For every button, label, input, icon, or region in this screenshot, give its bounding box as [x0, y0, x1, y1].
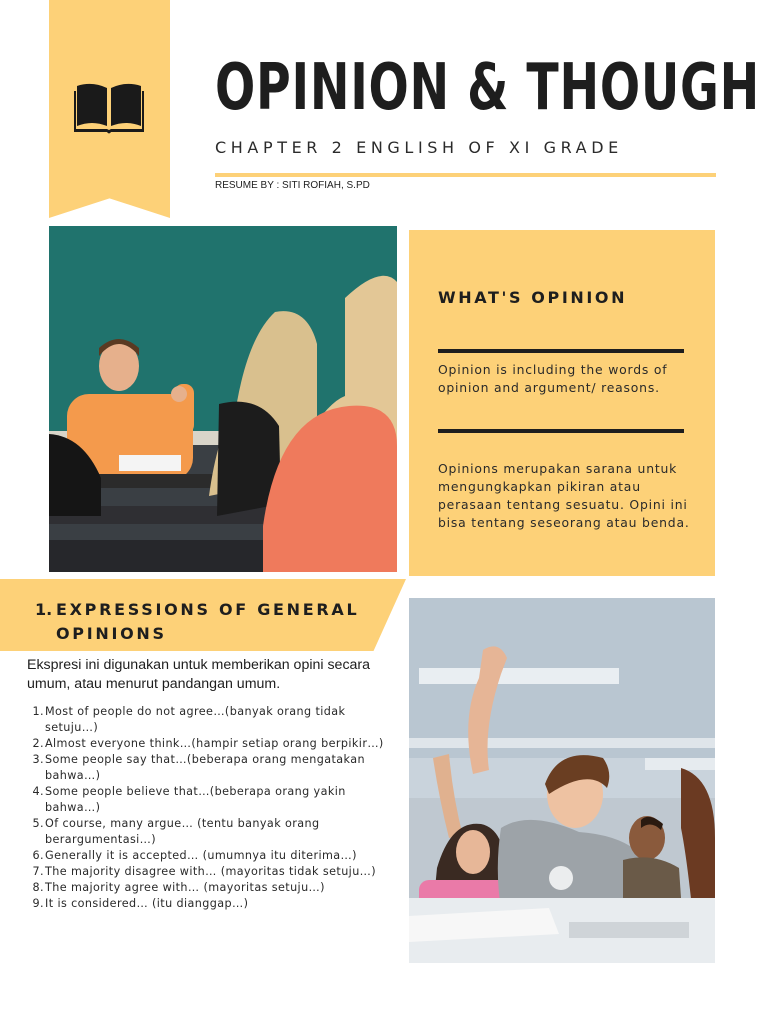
open-book-icon: [74, 80, 144, 136]
list-item-number: 1.: [32, 705, 44, 718]
panel-divider: [438, 349, 684, 353]
list-item: [28, 848, 400, 864]
opinion-definition-panel: [409, 230, 715, 576]
list-item-number: 6.: [32, 849, 44, 862]
list-item: [28, 896, 400, 912]
list-item-number: 5.: [32, 817, 44, 830]
list-item-number: 7.: [32, 865, 44, 878]
list-item-number: 8.: [32, 881, 44, 894]
list-item-text: The majority agree with… (mayoritas setuju…): [45, 881, 325, 894]
students-raising-hands-photo: [409, 598, 715, 963]
list-item: [28, 784, 400, 816]
classroom-teacher-photo: [49, 226, 397, 572]
expression-list: [28, 704, 400, 912]
list-item-text: Some people believe that…(beberapa orang yakin bahwa…): [45, 785, 346, 814]
list-item-text: Generally it is accepted… (umumnya itu diterima…): [45, 849, 357, 862]
page-title: OPINION & THOUGH: [215, 51, 761, 125]
page-subtitle: CHAPTER 2 ENGLISH OF XI GRADE: [215, 138, 623, 157]
list-item: [28, 736, 400, 752]
list-item-number: 3.: [32, 753, 44, 766]
list-item-text: Almost everyone think…(hampir setiap orang berpikir…): [45, 737, 384, 750]
list-item: [28, 704, 400, 736]
author-credit: RESUME BY : SITI ROFIAH, S.PD: [215, 180, 370, 191]
section-number: 1.: [35, 600, 53, 619]
list-item-text: Some people say that…(beberapa orang mengatakan bahwa…): [45, 753, 365, 782]
panel-title: WHAT'S OPINION: [438, 288, 628, 307]
opinion-definition-indonesian: Opinions merupakan sarana untuk mengungkapkan pikiran atau perasaan tentang sesuatu. Opini ini bisa tentang seseorang atau benda.: [438, 461, 690, 530]
list-item-text: Most of people do not agree…(banyak orang tidak setuju…): [45, 705, 346, 734]
list-item: [28, 880, 400, 896]
opinion-definition-english: Opinion is including the words of opinion and argument/ reasons.: [438, 362, 668, 395]
list-item: [28, 864, 400, 880]
list-item-text: Of course, many argue… (tentu banyak orang berargumentasi…): [45, 817, 320, 846]
section-title: EXPRESSIONS OF GENERAL OPINIONS: [56, 600, 360, 643]
panel-divider: [438, 429, 684, 433]
list-item-number: 4.: [32, 785, 44, 798]
list-item: [28, 816, 400, 848]
list-item-text: It is considered… (itu dianggap…): [45, 897, 249, 910]
list-item: [28, 752, 400, 784]
list-item-text: The majority disagree with… (mayoritas tidak setuju…): [45, 865, 377, 878]
list-item-number: 2.: [32, 737, 44, 750]
section-intro: Ekspresi ini digunakan untuk memberikan opini secara umum, atau menurut pandangan umum.: [27, 657, 371, 692]
list-item-number: 9.: [32, 897, 44, 910]
header-divider: [215, 173, 716, 177]
